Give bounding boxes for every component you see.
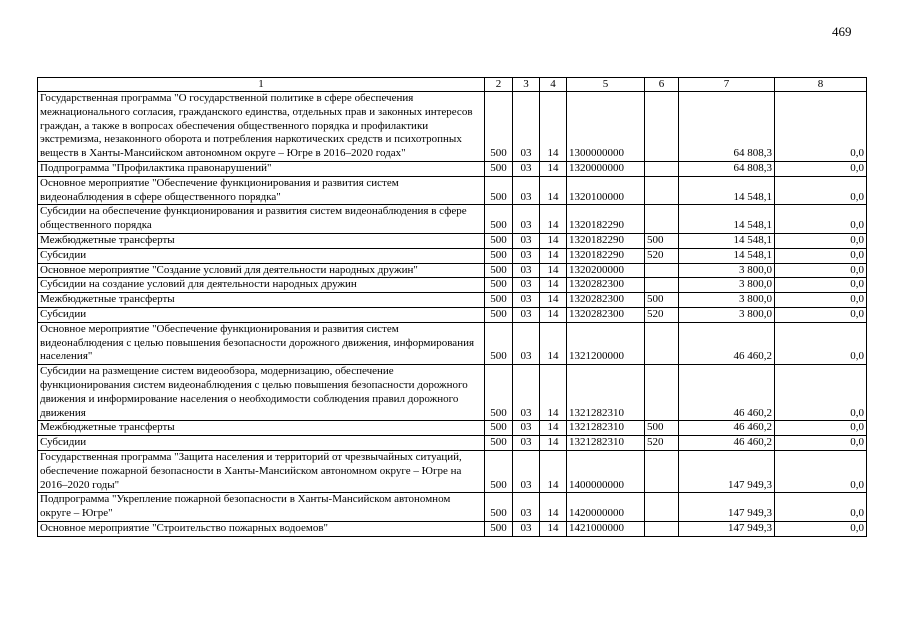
cell-subsection: 14 [540,278,567,293]
cell-amount-secondary: 0,0 [775,322,867,364]
table-row [38,92,867,162]
cell-expense-type [645,493,679,522]
cell-amount: 46 460,2 [679,421,775,436]
cell-subsection: 14 [540,176,567,205]
column-header: 1 [38,78,485,92]
cell-target-article: 1320182290 [567,233,645,248]
cell-target-article: 1400000000 [567,450,645,492]
table-row [38,521,867,536]
cell-section: 03 [513,493,540,522]
cell-admin-code: 500 [485,307,513,322]
cell-admin-code: 500 [485,521,513,536]
cell-subsection: 14 [540,365,567,421]
row-name: Межбюджетные трансферты [38,421,485,436]
column-header: 2 [485,78,513,92]
table-row [38,176,867,205]
cell-amount-secondary: 0,0 [775,436,867,451]
table-header-row [38,78,867,92]
cell-section: 03 [513,421,540,436]
cell-target-article: 1320000000 [567,161,645,176]
cell-admin-code: 500 [485,436,513,451]
column-header: 5 [567,78,645,92]
cell-amount: 46 460,2 [679,322,775,364]
row-name: Основное мероприятие "Обеспечение функционирования и развития систем видеонаблюдения в сфере общественного порядка" [38,176,485,205]
cell-admin-code: 500 [485,233,513,248]
cell-admin-code: 500 [485,161,513,176]
cell-section: 03 [513,521,540,536]
cell-section: 03 [513,278,540,293]
cell-expense-type [645,322,679,364]
cell-subsection: 14 [540,322,567,364]
row-name: Субсидии [38,248,485,263]
cell-section: 03 [513,293,540,308]
cell-section: 03 [513,176,540,205]
cell-amount: 3 800,0 [679,307,775,322]
cell-subsection: 14 [540,92,567,162]
cell-expense-type: 520 [645,436,679,451]
table-row [38,322,867,364]
cell-amount-secondary: 0,0 [775,233,867,248]
table-row [38,493,867,522]
cell-expense-type [645,176,679,205]
cell-admin-code: 500 [485,278,513,293]
cell-admin-code: 500 [485,493,513,522]
cell-admin-code: 500 [485,421,513,436]
cell-admin-code: 500 [485,205,513,234]
column-header: 3 [513,78,540,92]
cell-subsection: 14 [540,293,567,308]
cell-admin-code: 500 [485,176,513,205]
cell-subsection: 14 [540,421,567,436]
cell-admin-code: 500 [485,263,513,278]
column-header: 7 [679,78,775,92]
cell-subsection: 14 [540,248,567,263]
cell-section: 03 [513,263,540,278]
cell-section: 03 [513,322,540,364]
cell-expense-type [645,161,679,176]
cell-target-article: 1321282310 [567,436,645,451]
row-name: Подпрограмма "Укрепление пожарной безопасности в Ханты-Мансийском автономном округе – Югре" [38,493,485,522]
cell-section: 03 [513,248,540,263]
cell-amount-secondary: 0,0 [775,521,867,536]
row-name: Основное мероприятие "Строительство пожарных водоемов" [38,521,485,536]
cell-target-article: 1320282300 [567,293,645,308]
cell-target-article: 1321200000 [567,322,645,364]
cell-section: 03 [513,161,540,176]
cell-target-article: 1300000000 [567,92,645,162]
cell-section: 03 [513,436,540,451]
cell-amount-secondary: 0,0 [775,365,867,421]
cell-expense-type: 500 [645,293,679,308]
table-row [38,421,867,436]
row-name: Государственная программа "Защита населения и территорий от чрезвычайных ситуаций, обеспечение пожарной безопасности в Ханты-Мансийском автономном округе – Югре на 2016–2020 годы" [38,450,485,492]
cell-expense-type [645,278,679,293]
cell-target-article: 1320182290 [567,205,645,234]
cell-expense-type [645,450,679,492]
cell-amount: 46 460,2 [679,365,775,421]
cell-target-article: 1420000000 [567,493,645,522]
row-name: Субсидии на обеспечение функционирования и развития систем видеонаблюдения в сфере общественного порядка [38,205,485,234]
budget-table [37,77,867,537]
cell-amount-secondary: 0,0 [775,205,867,234]
cell-target-article: 1321282310 [567,365,645,421]
table-row [38,205,867,234]
cell-target-article: 1321282310 [567,421,645,436]
table-row [38,293,867,308]
cell-subsection: 14 [540,161,567,176]
row-name: Межбюджетные трансферты [38,233,485,248]
cell-amount: 14 548,1 [679,233,775,248]
row-name: Основное мероприятие "Создание условий для деятельности народных дружин" [38,263,485,278]
cell-expense-type [645,205,679,234]
table-row [38,161,867,176]
cell-section: 03 [513,307,540,322]
cell-admin-code: 500 [485,322,513,364]
cell-amount-secondary: 0,0 [775,421,867,436]
cell-expense-type: 520 [645,248,679,263]
cell-target-article: 1320182290 [567,248,645,263]
cell-amount: 46 460,2 [679,436,775,451]
cell-admin-code: 500 [485,248,513,263]
cell-admin-code: 500 [485,365,513,421]
cell-expense-type: 520 [645,307,679,322]
cell-amount-secondary: 0,0 [775,92,867,162]
column-header: 8 [775,78,867,92]
row-name: Субсидии на создание условий для деятельности народных дружин [38,278,485,293]
row-name: Межбюджетные трансферты [38,293,485,308]
cell-amount: 14 548,1 [679,205,775,234]
cell-amount: 14 548,1 [679,248,775,263]
cell-expense-type: 500 [645,421,679,436]
cell-target-article: 1320282300 [567,278,645,293]
cell-target-article: 1320282300 [567,307,645,322]
cell-expense-type [645,263,679,278]
cell-amount-secondary: 0,0 [775,176,867,205]
cell-subsection: 14 [540,307,567,322]
cell-subsection: 14 [540,205,567,234]
cell-subsection: 14 [540,436,567,451]
cell-amount-secondary: 0,0 [775,450,867,492]
cell-amount: 14 548,1 [679,176,775,205]
cell-admin-code: 500 [485,293,513,308]
row-name: Субсидии [38,307,485,322]
cell-section: 03 [513,205,540,234]
table-row [38,450,867,492]
page-number: 469 [832,24,852,39]
cell-expense-type [645,521,679,536]
cell-subsection: 14 [540,233,567,248]
cell-amount-secondary: 0,0 [775,493,867,522]
table-row [38,263,867,278]
cell-expense-type [645,92,679,162]
cell-amount-secondary: 0,0 [775,248,867,263]
table-row [38,365,867,421]
row-name: Основное мероприятие "Обеспечение функционирования и развития систем видеонаблюдения с целью повышения безопасности дорожного движения, информирования населения" [38,322,485,364]
table-row [38,436,867,451]
cell-amount-secondary: 0,0 [775,161,867,176]
cell-expense-type [645,365,679,421]
cell-amount: 3 800,0 [679,293,775,308]
row-name: Подпрограмма "Профилактика правонарушений" [38,161,485,176]
cell-amount-secondary: 0,0 [775,293,867,308]
cell-section: 03 [513,233,540,248]
table-row [38,307,867,322]
cell-amount: 147 949,3 [679,450,775,492]
cell-section: 03 [513,450,540,492]
column-header: 4 [540,78,567,92]
table-row [38,233,867,248]
cell-amount: 3 800,0 [679,263,775,278]
cell-amount: 147 949,3 [679,521,775,536]
cell-amount: 64 808,3 [679,92,775,162]
cell-subsection: 14 [540,521,567,536]
row-name: Субсидии на размещение систем видеообзора, модернизацию, обеспечение функционирования систем видеонаблюдения с целью повышения безопасности дорожного движения и информирование населения о необходимости соблюдения правил дорожного движения [38,365,485,421]
cell-admin-code: 500 [485,92,513,162]
table-row [38,248,867,263]
cell-admin-code: 500 [485,450,513,492]
cell-amount-secondary: 0,0 [775,278,867,293]
cell-target-article: 1320200000 [567,263,645,278]
cell-amount: 147 949,3 [679,493,775,522]
cell-section: 03 [513,365,540,421]
row-name: Государственная программа "О государственной политике в сфере обеспечения межнационального согласия, гражданского единства, отдельных прав и законных интересов граждан, а также в вопросах обеспечения общественного порядка и профилактики экстремизма, незаконного оборота и потребления наркотических средств и психотропных веществ в Ханты-Мансийском автономном округе – Югре в 2016–2020 годах" [38,92,485,162]
table-row [38,278,867,293]
cell-amount-secondary: 0,0 [775,307,867,322]
cell-amount: 64 808,3 [679,161,775,176]
cell-section: 03 [513,92,540,162]
cell-target-article: 1320100000 [567,176,645,205]
cell-amount: 3 800,0 [679,278,775,293]
cell-target-article: 1421000000 [567,521,645,536]
cell-expense-type: 500 [645,233,679,248]
cell-subsection: 14 [540,450,567,492]
column-header: 6 [645,78,679,92]
cell-subsection: 14 [540,493,567,522]
cell-subsection: 14 [540,263,567,278]
row-name: Субсидии [38,436,485,451]
cell-amount-secondary: 0,0 [775,263,867,278]
